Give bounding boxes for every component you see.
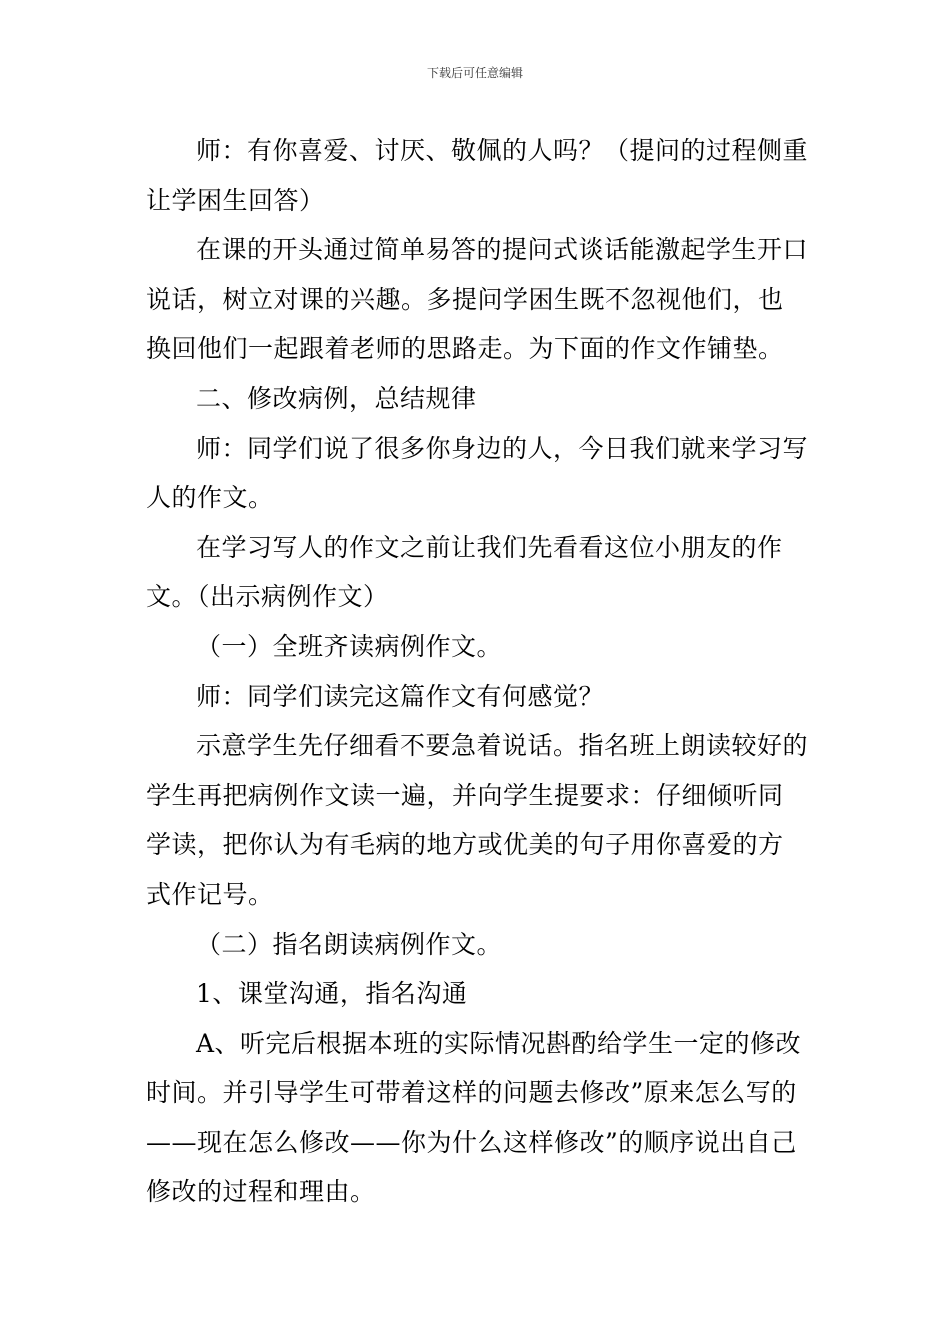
list-item-1: 1、课堂沟通，指名沟通 [196,979,468,1009]
subheading-2: （二）指名朗读病例作文。 [196,929,503,959]
subheading-1: （一）全班齐读病例作文。 [196,631,503,661]
paragraph-8: 示意学生先仔细看不要急着说话。指名班上朗读较好的学生再把病例作文读一遍，并向学生提要求：仔细倾听同学读，把你认为有毛病的地方或优美的句子用你喜爱的方式作记号。 [146,731,809,909]
paragraph-5: 在学习写人的作文之前让我们先看看这位小朋友的作文。（出示病例作文） [146,532,783,612]
paragraph-4: 师：同学们说了很多你身边的人，今日我们就来学习写人的作文。 [146,433,809,513]
paragraph-7: 师：同学们读完这篇作文有何感觉？ [196,681,605,711]
paragraph-11: A、听完后根据本班的实际情况斟酌给学生一定的修改时间。并引导学生可带着这样的问题去修改”原来怎么写的——现在怎么修改——你为什么这样修改”的顺序说出自己修改的过程和理由。 [146,1028,802,1207]
document-body [146,126,808,1217]
paragraph-2: 在课的开头通过简单易答的提问式谈话能激起学生开口说话，树立对课的兴趣。多提问学困生既不忽视他们，也换回他们一起跟着老师的思路走。为下面的作文作铺垫。 [146,235,809,364]
section-heading-2: 二、修改病例，总结规律 [196,383,477,413]
paragraph-1: 师：有你喜爱、讨厌、敬佩的人吗？（提问的过程侧重让学困生回答） [146,136,809,215]
page-header: 下载后可任意编辑 [426,66,523,80]
